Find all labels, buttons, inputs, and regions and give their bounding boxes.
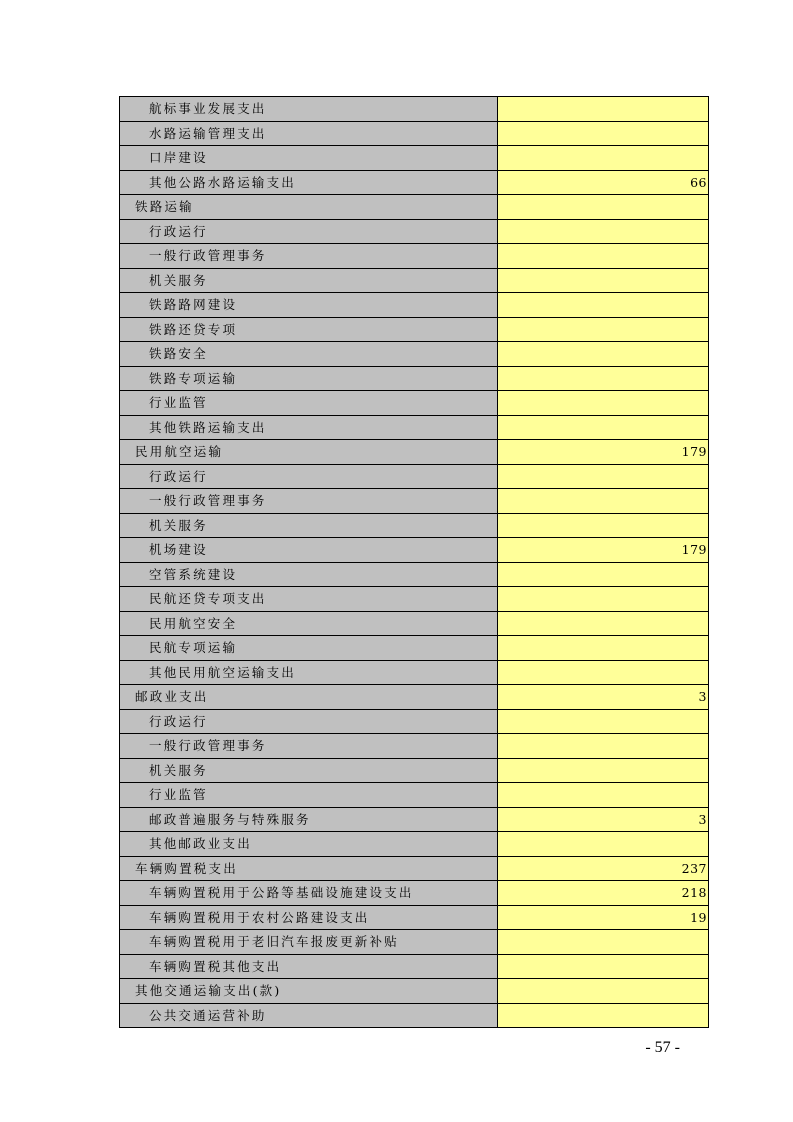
table-row	[120, 807, 709, 832]
row-value	[498, 660, 709, 685]
row-label: 车辆购置税用于公路等基础设施建设支出	[120, 881, 498, 906]
table-row	[120, 440, 709, 465]
table-row	[120, 1003, 709, 1028]
table-row	[120, 587, 709, 612]
row-label: 铁路安全	[120, 342, 498, 367]
table-row	[120, 832, 709, 857]
row-label: 机关服务	[120, 268, 498, 293]
row-value: 66	[498, 170, 709, 195]
row-value	[498, 1003, 709, 1028]
row-value	[498, 758, 709, 783]
row-label: 机场建设	[120, 538, 498, 563]
row-label: 水路运输管理支出	[120, 121, 498, 146]
table-row	[120, 366, 709, 391]
table-row	[120, 391, 709, 416]
table-row	[120, 562, 709, 587]
row-label: 其他民用航空运输支出	[120, 660, 498, 685]
row-value	[498, 146, 709, 171]
row-value	[498, 611, 709, 636]
row-value: 3	[498, 807, 709, 832]
row-label: 车辆购置税用于农村公路建设支出	[120, 905, 498, 930]
row-value: 19	[498, 905, 709, 930]
row-label: 机关服务	[120, 758, 498, 783]
row-value	[498, 268, 709, 293]
row-value	[498, 391, 709, 416]
row-value	[498, 244, 709, 269]
row-label: 一般行政管理事务	[120, 734, 498, 759]
row-value	[498, 121, 709, 146]
table-row	[120, 513, 709, 538]
row-label: 民用航空安全	[120, 611, 498, 636]
table-row	[120, 415, 709, 440]
table-row	[120, 317, 709, 342]
row-value	[498, 636, 709, 661]
table-row	[120, 342, 709, 367]
row-value	[498, 783, 709, 808]
row-value	[498, 366, 709, 391]
row-label: 铁路路网建设	[120, 293, 498, 318]
table-row	[120, 170, 709, 195]
table-body	[120, 97, 709, 1028]
table-row	[120, 758, 709, 783]
row-label: 行业监管	[120, 391, 498, 416]
row-value	[498, 464, 709, 489]
row-label: 铁路专项运输	[120, 366, 498, 391]
row-value	[498, 195, 709, 220]
row-value	[498, 293, 709, 318]
row-label: 邮政业支出	[120, 685, 498, 710]
table-row	[120, 636, 709, 661]
row-label: 其他交通运输支出(款)	[120, 979, 498, 1004]
table-row	[120, 709, 709, 734]
table-row	[120, 856, 709, 881]
table-row	[120, 660, 709, 685]
row-value	[498, 342, 709, 367]
table-row	[120, 979, 709, 1004]
row-label: 车辆购置税用于老旧汽车报废更新补贴	[120, 930, 498, 955]
table-row	[120, 685, 709, 710]
row-value: 179	[498, 440, 709, 465]
row-label: 口岸建设	[120, 146, 498, 171]
row-value	[498, 930, 709, 955]
row-label: 铁路还贷专项	[120, 317, 498, 342]
row-label: 公共交通运营补助	[120, 1003, 498, 1028]
row-label: 机关服务	[120, 513, 498, 538]
row-value: 3	[498, 685, 709, 710]
row-value	[498, 979, 709, 1004]
table-row	[120, 538, 709, 563]
row-label: 一般行政管理事务	[120, 489, 498, 514]
row-value	[498, 415, 709, 440]
row-value	[498, 317, 709, 342]
table-row	[120, 146, 709, 171]
table-row	[120, 244, 709, 269]
row-value	[498, 219, 709, 244]
table-row	[120, 611, 709, 636]
table-row	[120, 121, 709, 146]
table-row	[120, 219, 709, 244]
row-label: 空管系统建设	[120, 562, 498, 587]
table-row	[120, 195, 709, 220]
row-value: 237	[498, 856, 709, 881]
row-value	[498, 489, 709, 514]
row-value: 179	[498, 538, 709, 563]
row-label: 铁路运输	[120, 195, 498, 220]
row-value	[498, 734, 709, 759]
row-label: 民航专项运输	[120, 636, 498, 661]
row-label: 行业监管	[120, 783, 498, 808]
row-label: 其他铁路运输支出	[120, 415, 498, 440]
row-label: 民航还贷专项支出	[120, 587, 498, 612]
row-value	[498, 832, 709, 857]
row-label: 航标事业发展支出	[120, 97, 498, 122]
row-label: 民用航空运输	[120, 440, 498, 465]
row-label: 行政运行	[120, 219, 498, 244]
table-row	[120, 268, 709, 293]
row-value	[498, 587, 709, 612]
row-label: 行政运行	[120, 709, 498, 734]
row-value	[498, 513, 709, 538]
table-row	[120, 954, 709, 979]
budget-table	[119, 96, 709, 1028]
row-value	[498, 562, 709, 587]
table-row	[120, 464, 709, 489]
table-row	[120, 489, 709, 514]
row-value	[498, 709, 709, 734]
row-value	[498, 97, 709, 122]
table-row	[120, 930, 709, 955]
row-label: 其他公路水路运输支出	[120, 170, 498, 195]
table-row	[120, 783, 709, 808]
page-number: - 57 -	[645, 1039, 680, 1056]
row-label: 行政运行	[120, 464, 498, 489]
table-row	[120, 293, 709, 318]
table-row	[120, 881, 709, 906]
row-label: 一般行政管理事务	[120, 244, 498, 269]
table-row	[120, 97, 709, 122]
row-label: 车辆购置税支出	[120, 856, 498, 881]
row-label: 其他邮政业支出	[120, 832, 498, 857]
row-value	[498, 954, 709, 979]
table-row	[120, 734, 709, 759]
table-row	[120, 905, 709, 930]
row-value: 218	[498, 881, 709, 906]
row-label: 车辆购置税其他支出	[120, 954, 498, 979]
row-label: 邮政普遍服务与特殊服务	[120, 807, 498, 832]
